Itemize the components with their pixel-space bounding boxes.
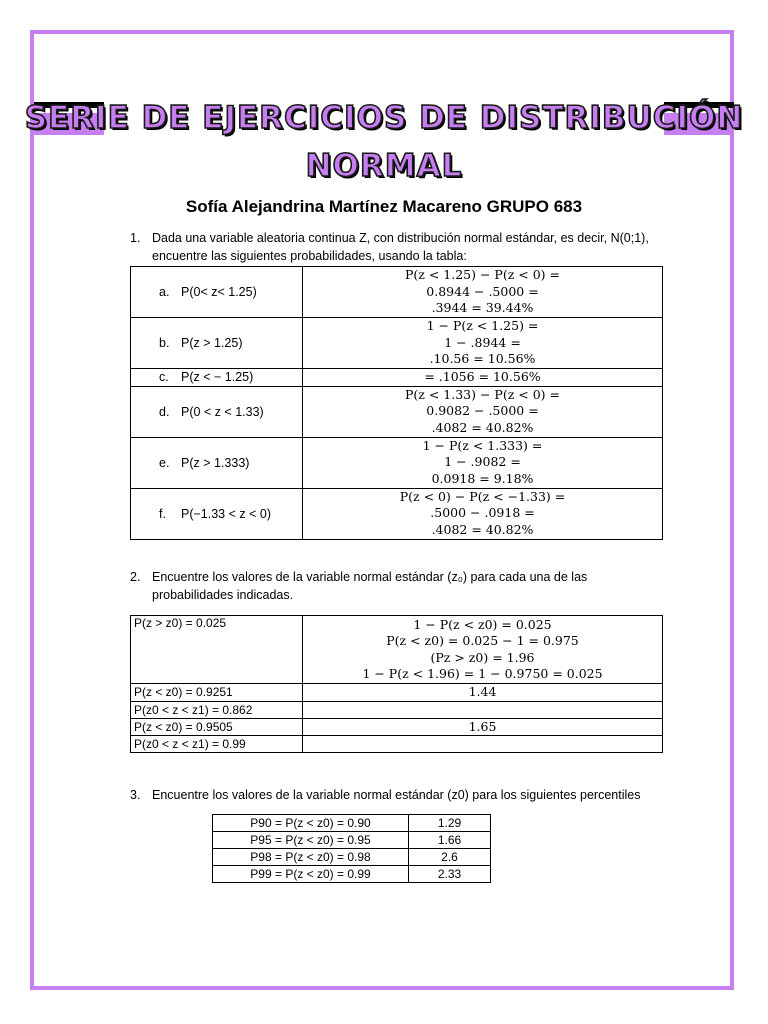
table-row (131, 736, 663, 753)
row-letter: e. (159, 455, 170, 470)
percentile-label: P90 = P(z < z0) = 0.90 (213, 815, 409, 832)
row-label-cell (131, 386, 303, 437)
table-row (213, 815, 491, 832)
question-3 (130, 786, 670, 804)
solution-line: .4082 = 40.82% (431, 419, 534, 435)
question-3-table (212, 814, 491, 883)
percentile-value: 1.29 (409, 815, 491, 832)
row-label: P(z > z0) = 0.025 (131, 616, 303, 684)
table-row (131, 267, 663, 318)
solution-line: P(z < 1.25) − P(z < 0) = (405, 267, 560, 283)
row-label-cell (131, 488, 303, 539)
solution-line: 0.8944 − .5000 = (426, 283, 539, 299)
table-row (213, 849, 491, 866)
percentile-value: 2.6 (409, 849, 491, 866)
row-label-cell (131, 437, 303, 488)
solution-line: 1.65 (468, 718, 497, 734)
solution-cell (303, 616, 663, 684)
solution-line: (Pz > z0) = 1.96 (430, 649, 535, 665)
solution-line: 1 − .8944 = (444, 334, 521, 350)
solution-line: 1 − P(z < 1.333) = (422, 437, 543, 453)
question-2-number: 2. (130, 570, 141, 584)
row-letter: d. (159, 404, 170, 419)
table-row (131, 701, 663, 718)
solution-cell (303, 369, 663, 387)
solution-line: P(z < 1.33) − P(z < 0) = (405, 386, 560, 402)
percentile-label: P98 = P(z < z0) = 0.98 (213, 849, 409, 866)
table-row (131, 684, 663, 702)
row-label: P(−1.33 < z < 0) (181, 506, 271, 521)
row-label: P(z < z0) = 0.9505 (131, 718, 303, 736)
solution-cell (303, 684, 663, 702)
question-2-table (130, 615, 663, 753)
table-row (131, 369, 663, 387)
solution-line: P(z < z0) = 0.025 − 1 = 0.975 (386, 633, 579, 648)
row-label: P(z0 < z < z1) = 0.862 (131, 701, 303, 718)
question-1 (130, 229, 670, 265)
solution-line: = .1056 = 10.56% (424, 369, 541, 384)
solution-cell (303, 718, 663, 736)
percentile-label: P95 = P(z < z0) = 0.95 (213, 832, 409, 849)
row-label: P(0< z< 1.25) (181, 285, 257, 299)
solution-cell (303, 437, 663, 488)
page-title-line-2: NORMAL (305, 148, 463, 184)
table-row (131, 318, 663, 369)
row-letter: f. (159, 506, 166, 521)
table-row (213, 832, 491, 849)
question-3-number: 3. (130, 788, 141, 802)
solution-line: 1 − P(z < 1.25) = (426, 318, 539, 334)
solution-line: 1 − P(z < z0) = 0.025 (413, 616, 552, 632)
row-letter: b. (159, 336, 170, 350)
table-row (131, 718, 663, 736)
row-label: P(z > 1.333) (181, 455, 250, 470)
table-row (131, 386, 663, 437)
solution-cell (303, 386, 663, 437)
solution-line: 1 − P(z < 1.96) = 1 − 0.9750 = 0.025 (362, 666, 603, 681)
percentile-value: 1.66 (409, 832, 491, 849)
table-row (131, 488, 663, 539)
solution-cell (303, 318, 663, 369)
table-row (213, 866, 491, 883)
question-2-text: Encuentre los valores de la variable normal estándar (z₀) para cada una de las probabilidades indicadas. (152, 570, 588, 602)
solution-line: 1 − .9082 = (444, 454, 521, 470)
row-label: P(z > 1.25) (181, 336, 243, 350)
solution-line: 1.44 (468, 684, 497, 699)
question-2 (130, 568, 670, 604)
row-label: P(z < z0) = 0.9251 (131, 684, 303, 702)
question-1-text: Dada una variable aleatoria continua Z, con distribución normal estándar, es decir, N(0;1), encuentre las siguientes probabilidades, usando la tabla: (152, 231, 649, 263)
table-row (131, 616, 663, 684)
row-label-cell (131, 267, 303, 318)
question-1-table (130, 266, 663, 540)
row-label: P(z0 < z < z1) = 0.99 (131, 736, 303, 753)
row-label: P(z < − 1.25) (181, 370, 254, 385)
table-row (131, 437, 663, 488)
percentile-label: P99 = P(z < z0) = 0.99 (213, 866, 409, 883)
solution-line: 0.0918 = 9.18% (431, 470, 534, 486)
solution-line: .3944 = 39.44% (431, 300, 534, 316)
row-label-cell (131, 318, 303, 369)
percentile-value: 2.33 (409, 866, 491, 883)
solution-cell (303, 488, 663, 539)
row-label-cell (131, 369, 303, 387)
solution-line: .10.56 = 10.56% (429, 351, 536, 367)
question-3-text: Encuentre los valores de la variable normal estándar (z0) para los siguientes percentiles (152, 788, 641, 802)
author-line: Sofía Alejandrina Martínez Macareno GRUPO 683 (185, 197, 583, 216)
solution-line: .4082 = 40.82% (431, 521, 534, 537)
solution-line: 0.9082 − .5000 = (426, 403, 539, 419)
row-letter: a. (159, 285, 170, 299)
solution-cell (303, 736, 663, 753)
page-title-line-1: SERIE DE EJERCICIOS DE DISTRIBUCIÓN (24, 100, 744, 136)
solution-line: P(z < 0) − P(z < −1.33) = (399, 488, 566, 504)
solution-cell (303, 701, 663, 718)
question-1-number: 1. (130, 231, 141, 245)
row-label: P(0 < z < 1.33) (181, 404, 264, 419)
solution-line: .5000 − .0918 = (430, 505, 535, 521)
row-letter: c. (159, 370, 169, 385)
solution-cell (303, 267, 663, 318)
